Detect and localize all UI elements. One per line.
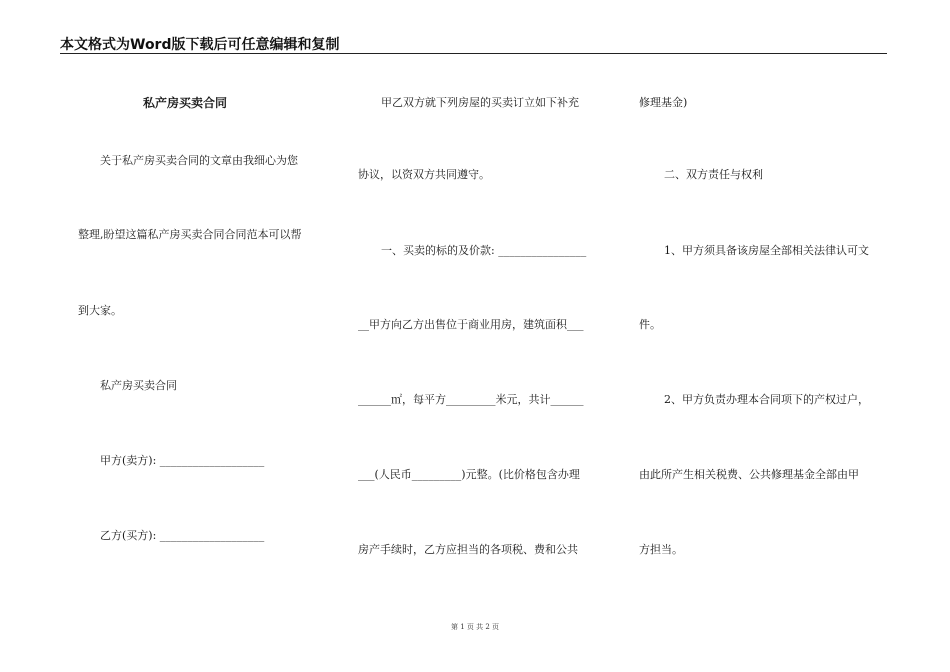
page-number: 第 1 页 共 2 页	[450, 623, 500, 631]
paragraph-line: 由此所产生相关税费、公共修理基金全部由甲	[639, 468, 859, 481]
paragraph-line: ______㎡，每平方_________米元，共计______	[358, 393, 584, 406]
paragraph-line: 件。	[639, 318, 661, 331]
paragraph-line: 修理基金)	[639, 96, 688, 109]
party-b-line: 乙方(买方): ___________________	[100, 529, 265, 542]
paragraph-line: 到大家。	[78, 304, 122, 317]
paragraph-line: 整理,盼望这篇私产房买卖合同合同范本可以帮	[78, 228, 302, 241]
paragraph-line: 甲乙双方就下列房屋的买卖订立如下补充	[381, 96, 579, 109]
paragraph-line: __甲方向乙方出售位于商业用房，建筑面积___	[358, 318, 584, 331]
paragraph-line: 关于私产房买卖合同的文章由我细心为您	[100, 154, 298, 167]
document-header-title: 本文格式为Word版下载后可任意编辑和复制	[60, 37, 340, 53]
document-title: 私产房买卖合同	[143, 96, 228, 110]
paragraph-line: 方担当。	[639, 543, 683, 556]
section-heading: 二、双方责任与权利	[664, 168, 763, 181]
paragraph-line: 1、甲方须具备该房屋全部相关法律认可文	[664, 244, 869, 257]
party-a-line: 甲方(卖方): ___________________	[100, 454, 265, 467]
paragraph-line: 2、甲方负责办理本合同项下的产权过户，	[664, 393, 869, 406]
section-heading: 一、买卖的标的及价款: ________________	[381, 244, 587, 257]
header-divider	[60, 53, 887, 54]
contract-subtitle: 私产房买卖合同	[100, 379, 177, 392]
paragraph-line: 房产手续时，乙方应担当的各项税、费和公共	[358, 543, 578, 556]
paragraph-line: 协议，以资双方共同遵守。	[358, 168, 490, 181]
paragraph-line: ___(人民币_________)元整。(比价格包含办理	[358, 468, 580, 481]
